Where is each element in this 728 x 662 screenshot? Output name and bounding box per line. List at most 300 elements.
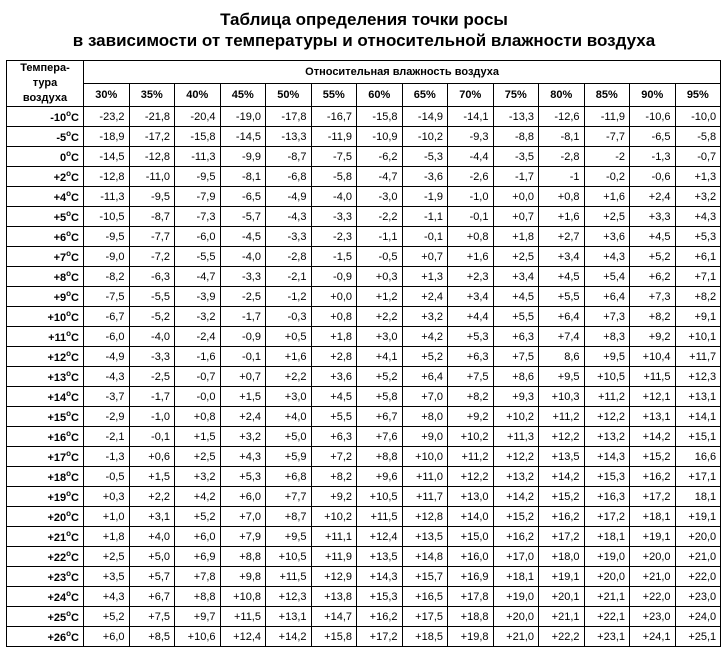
dew-point-cell: +6,0	[175, 527, 221, 547]
dew-point-cell: -7,2	[129, 247, 175, 267]
dew-point-cell: -4,7	[357, 167, 403, 187]
degree-unit: C	[71, 292, 79, 304]
degree-mark: o	[66, 389, 72, 398]
table-row	[7, 227, 721, 247]
dew-point-cell: -1,2	[266, 287, 312, 307]
dew-point-cell: +22,0	[630, 587, 676, 607]
dew-point-cell: -7,7	[584, 127, 630, 147]
dew-point-cell: +0,3	[84, 487, 130, 507]
temperature-label	[7, 267, 84, 287]
dew-point-cell: +18,1	[584, 527, 630, 547]
degree-mark: o	[66, 489, 72, 498]
dew-point-cell: +1,5	[220, 387, 266, 407]
dew-point-cell: +9,6	[357, 467, 403, 487]
dew-point-cell: -3,3	[266, 227, 312, 247]
dew-point-cell: +11,5	[630, 367, 676, 387]
dew-point-cell: +10,3	[539, 387, 585, 407]
dew-point-cell: +15,8	[311, 627, 357, 647]
dew-point-cell: +10,5	[357, 487, 403, 507]
dew-point-cell: +23,0	[675, 587, 721, 607]
table-row	[7, 207, 721, 227]
degree-unit: C	[71, 472, 79, 484]
dew-point-cell: -14,1	[448, 107, 494, 127]
degree-unit: C	[71, 532, 79, 544]
temperature-label	[7, 547, 84, 567]
dew-point-cell: +5,5	[493, 307, 539, 327]
dew-point-cell: +7,7	[266, 487, 312, 507]
dew-point-cell: -11,9	[584, 107, 630, 127]
dew-point-cell: +12,2	[448, 467, 494, 487]
dew-point-cell: -1,0	[448, 187, 494, 207]
table-row	[7, 107, 721, 127]
dew-point-cell: +12,4	[357, 527, 403, 547]
temperature-value: +10	[47, 312, 67, 324]
dew-point-cell: +19,1	[630, 527, 676, 547]
degree-unit: C	[71, 372, 79, 384]
dew-point-cell: +4,0	[266, 407, 312, 427]
dew-point-cell: +10,0	[402, 447, 448, 467]
dew-point-cell: +6,7	[129, 587, 175, 607]
dew-point-cell: -0,5	[84, 467, 130, 487]
dew-point-cell: +1,6	[448, 247, 494, 267]
temperature-value: +6	[53, 232, 67, 244]
dew-point-cell: -0,1	[448, 207, 494, 227]
dew-point-cell: +8,2	[311, 467, 357, 487]
dew-point-cell: +9,5	[539, 367, 585, 387]
dew-point-cell: +13,1	[675, 387, 721, 407]
temperature-label	[7, 587, 84, 607]
temperature-value: +11	[48, 332, 67, 344]
degree-unit: C	[71, 272, 79, 284]
dew-point-cell: -4,0	[220, 247, 266, 267]
dew-point-cell: +3,4	[448, 287, 494, 307]
dew-point-cell: +5,3	[675, 227, 721, 247]
dew-point-cell: +8,2	[675, 287, 721, 307]
dew-point-cell: +17,2	[357, 627, 403, 647]
dew-point-cell: +13,5	[357, 547, 403, 567]
dew-point-cell: -0,6	[630, 167, 676, 187]
dew-point-cell: -1	[539, 167, 585, 187]
dew-point-cell: +7,5	[129, 607, 175, 627]
dew-point-cell: -1,5	[311, 247, 357, 267]
dew-point-cell: +18,1	[493, 567, 539, 587]
dew-point-cell: -11,9	[311, 127, 357, 147]
dew-point-cell: +12,8	[402, 507, 448, 527]
table-row	[7, 187, 721, 207]
dew-point-cell: +5,2	[402, 347, 448, 367]
page-title	[0, 0, 728, 49]
dew-point-cell: +3,2	[675, 187, 721, 207]
dew-point-cell: -4,9	[84, 347, 130, 367]
dew-point-cell: +2,4	[220, 407, 266, 427]
temperature-label	[7, 187, 84, 207]
table-row	[7, 307, 721, 327]
dew-point-cell: +7,3	[584, 307, 630, 327]
dew-point-cell: -10,5	[84, 207, 130, 227]
dew-point-cell: -21,8	[129, 107, 175, 127]
degree-unit: C	[71, 112, 79, 124]
dew-point-cell: +0,8	[175, 407, 221, 427]
dew-point-cell: +1,8	[493, 227, 539, 247]
temp-header-line-3: воздуха	[22, 92, 68, 104]
dew-point-cell: -1,9	[402, 187, 448, 207]
dew-point-cell: -15,8	[175, 127, 221, 147]
dew-point-cell: +6,8	[266, 467, 312, 487]
dew-point-cell: -2,8	[539, 147, 585, 167]
dew-point-cell: +6,7	[357, 407, 403, 427]
dew-point-cell: +14,2	[493, 487, 539, 507]
dew-point-cell: -0,5	[357, 247, 403, 267]
degree-unit: C	[71, 412, 79, 424]
dew-point-cell: -14,9	[402, 107, 448, 127]
dew-point-cell: +11,2	[584, 387, 630, 407]
temperature-column-header	[7, 61, 84, 107]
dew-point-cell: -9,5	[129, 187, 175, 207]
temperature-value: +13	[47, 372, 67, 384]
table-row	[7, 147, 721, 167]
dew-point-cell: -23,2	[84, 107, 130, 127]
dew-point-cell: +10,1	[675, 327, 721, 347]
dew-point-cell: +4,3	[675, 207, 721, 227]
dew-point-cell: +1,5	[175, 427, 221, 447]
degree-mark: o	[66, 609, 72, 618]
dew-point-cell: -20,4	[175, 107, 221, 127]
temperature-value: +18	[47, 472, 67, 484]
degree-unit: C	[71, 572, 79, 584]
dew-point-cell: +11,7	[675, 347, 721, 367]
temperature-label	[7, 347, 84, 367]
dew-point-cell: -2,5	[129, 367, 175, 387]
dew-point-cell: +5,2	[175, 507, 221, 527]
dew-point-cell: +6,9	[175, 547, 221, 567]
dew-point-cell: +0,7	[493, 207, 539, 227]
dew-point-cell: +14,3	[584, 447, 630, 467]
dew-point-cell: +5,3	[220, 467, 266, 487]
dew-point-cell: +18,8	[448, 607, 494, 627]
dew-point-cell: +4,2	[402, 327, 448, 347]
dew-point-cell: +18,5	[402, 627, 448, 647]
dew-point-cell: +11,7	[402, 487, 448, 507]
dew-point-cell: -5,3	[402, 147, 448, 167]
dew-point-cell: +24,0	[675, 607, 721, 627]
degree-unit: C	[71, 512, 79, 524]
temp-header-line-1: Темпера-	[20, 62, 70, 74]
dew-point-cell: +16,9	[448, 567, 494, 587]
dew-point-cell: -8,2	[84, 267, 130, 287]
dew-point-cell: +6,4	[584, 287, 630, 307]
dew-point-cell: -0,0	[175, 387, 221, 407]
temperature-label	[7, 327, 84, 347]
degree-unit: C	[71, 492, 79, 504]
dew-point-cell: +23,1	[584, 627, 630, 647]
table-row	[7, 487, 721, 507]
dew-point-cell: +8,2	[630, 307, 676, 327]
dew-point-cell: +6,2	[630, 267, 676, 287]
dew-point-cell: +3,6	[584, 227, 630, 247]
dew-point-cell: -2,6	[448, 167, 494, 187]
dew-point-cell: -6,7	[84, 307, 130, 327]
dew-point-cell: +3,6	[311, 367, 357, 387]
dew-point-cell: -7,7	[129, 227, 175, 247]
temperature-label	[7, 367, 84, 387]
dew-point-cell: +0,3	[357, 267, 403, 287]
dew-point-cell: -18,9	[84, 127, 130, 147]
dew-point-cell: -7,5	[84, 287, 130, 307]
dew-point-cell: +13,0	[448, 487, 494, 507]
dew-point-cell: 18,1	[675, 487, 721, 507]
dew-point-cell: +4,5	[539, 267, 585, 287]
dew-point-cell: +21,0	[630, 567, 676, 587]
dew-point-cell: +7,8	[175, 567, 221, 587]
dew-point-cell: +14,1	[675, 407, 721, 427]
dew-point-cell: +3,1	[129, 507, 175, 527]
temperature-label	[7, 447, 84, 467]
dew-point-cell: +17,0	[493, 547, 539, 567]
dew-point-cell: +2,5	[493, 247, 539, 267]
dew-point-cell: +5,5	[539, 287, 585, 307]
dew-point-cell: -0,7	[175, 367, 221, 387]
dew-point-cell: -7,3	[175, 207, 221, 227]
dew-point-cell: +3,0	[266, 387, 312, 407]
dew-point-cell: +2,7	[539, 227, 585, 247]
dew-point-cell: +11,1	[311, 527, 357, 547]
dew-point-cell: +15,0	[448, 527, 494, 547]
table-row	[7, 587, 721, 607]
dew-point-table	[6, 60, 721, 647]
temperature-label	[7, 287, 84, 307]
dew-point-cell: +15,2	[539, 487, 585, 507]
dew-point-cell: +1,0	[84, 507, 130, 527]
dew-point-cell: +25,1	[675, 627, 721, 647]
dew-point-cell: -3,3	[129, 347, 175, 367]
dew-point-cell: -5,8	[311, 167, 357, 187]
dew-point-cell: -1,0	[129, 407, 175, 427]
dew-point-cell: +0,7	[402, 247, 448, 267]
dew-point-cell: -1,7	[220, 307, 266, 327]
temp-header-line-2: тура	[32, 77, 58, 89]
dew-point-cell: +6,3	[311, 427, 357, 447]
dew-point-cell: -14,5	[84, 147, 130, 167]
dew-point-cell: +5,8	[357, 387, 403, 407]
dew-point-cell: -8,8	[493, 127, 539, 147]
temperature-value: +25	[47, 612, 67, 624]
temperature-value: +26	[47, 632, 67, 644]
table-row	[7, 427, 721, 447]
dew-point-cell: +10,2	[311, 507, 357, 527]
dew-point-cell: +10,5	[584, 367, 630, 387]
dew-point-cell: +0,0	[493, 187, 539, 207]
dew-point-cell: +6,3	[448, 347, 494, 367]
temperature-label	[7, 387, 84, 407]
dew-point-cell: -3,6	[402, 167, 448, 187]
dew-point-cell: -0,7	[675, 147, 721, 167]
dew-point-cell: +20,1	[539, 587, 585, 607]
dew-point-cell: -13,3	[266, 127, 312, 147]
dew-point-cell: +6,4	[539, 307, 585, 327]
dew-point-cell: -8,1	[220, 167, 266, 187]
dew-point-cell: +20,0	[493, 607, 539, 627]
dew-point-cell: -19,0	[220, 107, 266, 127]
dew-point-cell: -9,0	[84, 247, 130, 267]
temperature-label	[7, 427, 84, 447]
dew-point-cell: +13,2	[584, 427, 630, 447]
dew-point-cell: +9,0	[402, 427, 448, 447]
dew-point-cell: +1,6	[266, 347, 312, 367]
temperature-label	[7, 127, 84, 147]
dew-point-cell: +8,7	[266, 507, 312, 527]
dew-point-cell: +13,1	[630, 407, 676, 427]
dew-point-cell: +11,9	[311, 547, 357, 567]
temperature-label	[7, 567, 84, 587]
dew-point-cell: +12,2	[539, 427, 585, 447]
dew-point-cell: 16,6	[675, 447, 721, 467]
humidity-column-header: 80%	[539, 84, 585, 107]
dew-point-cell: +1,8	[84, 527, 130, 547]
temperature-label	[7, 167, 84, 187]
degree-mark: o	[66, 149, 72, 158]
dew-point-cell: +0,8	[539, 187, 585, 207]
table-row	[7, 407, 721, 427]
dew-point-cell: +15,2	[630, 447, 676, 467]
degree-mark: o	[66, 529, 72, 538]
degree-mark: o	[66, 229, 72, 238]
dew-point-cell: +1,3	[402, 267, 448, 287]
dew-point-cell: +13,1	[266, 607, 312, 627]
degree-unit: C	[71, 212, 79, 224]
temperature-value: +8	[53, 272, 67, 284]
dew-point-cell: -3,7	[84, 387, 130, 407]
dew-point-cell: +3,3	[630, 207, 676, 227]
table-row	[7, 287, 721, 307]
temperature-value: +4	[53, 192, 67, 204]
dew-point-cell: -9,5	[84, 227, 130, 247]
dew-point-cell: -0,1	[402, 227, 448, 247]
temperature-value: +14	[47, 392, 67, 404]
table-row	[7, 247, 721, 267]
dew-point-cell: +13,5	[402, 527, 448, 547]
dew-point-cell: -3,2	[175, 307, 221, 327]
dew-point-cell: -4,0	[129, 327, 175, 347]
dew-point-cell: -4,0	[311, 187, 357, 207]
degree-mark: o	[66, 129, 72, 138]
dew-point-cell: -1,1	[402, 207, 448, 227]
dew-point-cell: +5,9	[266, 447, 312, 467]
dew-point-cell: +4,3	[84, 587, 130, 607]
dew-point-cell: +5,2	[84, 607, 130, 627]
temperature-value: +2	[53, 172, 67, 184]
dew-point-cell: +8,3	[584, 327, 630, 347]
temperature-value: +20	[47, 512, 67, 524]
dew-point-cell: +17,8	[448, 587, 494, 607]
dew-point-cell: +6,4	[402, 367, 448, 387]
dew-point-cell: -2,1	[266, 267, 312, 287]
dew-point-cell: -7,9	[175, 187, 221, 207]
dew-point-cell: +9,5	[584, 347, 630, 367]
dew-point-cell: +23,0	[630, 607, 676, 627]
dew-point-cell: -1,6	[175, 347, 221, 367]
degree-unit: C	[71, 592, 79, 604]
dew-point-cell: +6,3	[493, 327, 539, 347]
dew-point-cell: -6,0	[84, 327, 130, 347]
dew-point-cell: +6,0	[220, 487, 266, 507]
dew-point-cell: -0,3	[266, 307, 312, 327]
degree-unit: C	[71, 192, 79, 204]
dew-point-cell: -1,3	[84, 447, 130, 467]
dew-point-cell: +4,1	[357, 347, 403, 367]
dew-point-cell: +4,3	[220, 447, 266, 467]
degree-unit: C	[71, 452, 79, 464]
temperature-label	[7, 487, 84, 507]
dew-point-cell: -8,1	[539, 127, 585, 147]
dew-point-cell: +2,5	[584, 207, 630, 227]
dew-point-cell: -0,9	[220, 327, 266, 347]
humidity-column-header: 75%	[493, 84, 539, 107]
table-body	[7, 107, 721, 647]
dew-point-cell: -6,5	[220, 187, 266, 207]
dew-point-cell: -3,5	[493, 147, 539, 167]
dew-point-cell: +5,2	[357, 367, 403, 387]
dew-point-cell: +11,5	[220, 607, 266, 627]
degree-mark: o	[66, 589, 72, 598]
dew-point-cell: -10,2	[402, 127, 448, 147]
dew-point-cell: +8,5	[129, 627, 175, 647]
dew-point-cell: +1,5	[129, 467, 175, 487]
dew-point-cell: +4,5	[493, 287, 539, 307]
dew-point-cell: +14,0	[448, 507, 494, 527]
dew-point-cell: +9,2	[630, 327, 676, 347]
degree-unit: C	[71, 132, 79, 144]
dew-point-cell: -0,9	[311, 267, 357, 287]
temperature-value: +23	[47, 572, 67, 584]
dew-point-cell: +5,4	[584, 267, 630, 287]
temperature-value: +5	[53, 212, 67, 224]
dew-point-cell: -17,8	[266, 107, 312, 127]
dew-point-cell: +3,2	[175, 467, 221, 487]
degree-mark: o	[66, 289, 72, 298]
humidity-group-header: Относительная влажность воздуха	[84, 61, 721, 84]
humidity-column-header: 60%	[357, 84, 403, 107]
dew-point-cell: -11,0	[129, 167, 175, 187]
dew-point-cell: +8,0	[402, 407, 448, 427]
dew-point-cell: +7,5	[493, 347, 539, 367]
dew-point-cell: 8,6	[539, 347, 585, 367]
dew-point-cell: +9,8	[220, 567, 266, 587]
dew-point-cell: -2	[584, 147, 630, 167]
dew-point-cell: -2,9	[84, 407, 130, 427]
table-row	[7, 127, 721, 147]
dew-point-cell: +0,7	[220, 367, 266, 387]
dew-point-cell: -4,5	[220, 227, 266, 247]
temperature-value: +17	[47, 452, 67, 464]
dew-point-cell: +21,0	[675, 547, 721, 567]
dew-point-cell: +11,2	[448, 447, 494, 467]
humidity-column-header: 30%	[84, 84, 130, 107]
humidity-columns-row	[7, 84, 721, 107]
degree-unit: C	[71, 352, 79, 364]
dew-point-cell: -5,2	[129, 307, 175, 327]
degree-mark: o	[66, 629, 72, 638]
dew-point-cell: -9,5	[175, 167, 221, 187]
dew-point-cell: +6,0	[84, 627, 130, 647]
dew-point-cell: +2,2	[129, 487, 175, 507]
dew-point-cell: +11,5	[357, 507, 403, 527]
dew-point-cell: +10,2	[448, 427, 494, 447]
dew-point-cell: -12,6	[539, 107, 585, 127]
temperature-label	[7, 247, 84, 267]
dew-point-cell: +9,7	[175, 607, 221, 627]
dew-point-cell: +4,2	[175, 487, 221, 507]
dew-point-cell: -4,9	[266, 187, 312, 207]
